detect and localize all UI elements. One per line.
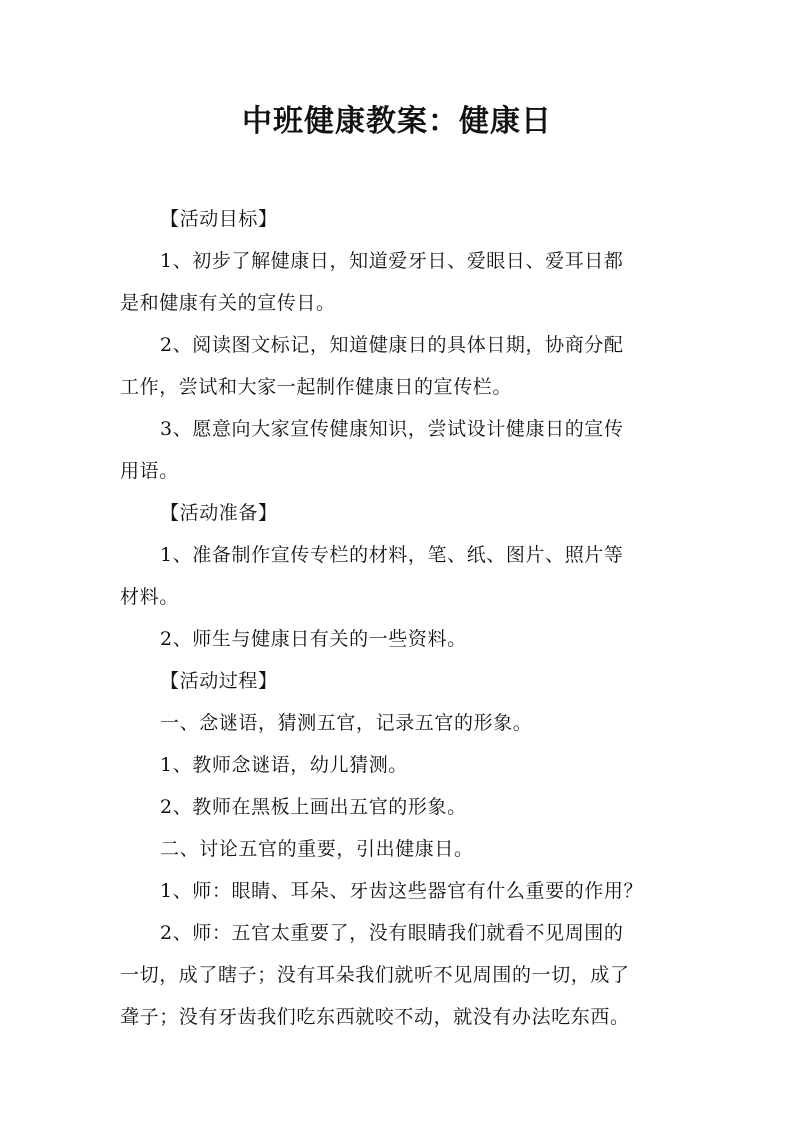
paragraph-line: 一、念谜语，猜测五官，记录五官的形象。 [160, 712, 533, 734]
paragraph-line: 3、愿意向大家宣传健康知识，尝试设计健康日的宣传 [160, 418, 624, 440]
paragraph-line: 2、教师在黑板上画出五官的形象。 [160, 796, 467, 818]
paragraph-line: 用语。 [120, 460, 179, 482]
paragraph-line: 【活动准备】 [160, 502, 278, 524]
paragraph-line: 1、准备制作宣传专栏的材料，笔、纸、图片、照片等 [160, 544, 624, 566]
document-body [120, 198, 676, 1038]
paragraph-line: 材料。 [120, 586, 179, 608]
paragraph-line: 2、阅读图文标记，知道健康日的具体日期，协商分配 [160, 334, 624, 356]
paragraph-line: 1、初步了解健康日，知道爱牙日、爱眼日、爱耳日都 [160, 250, 624, 272]
paragraph-line: 【活动过程】 [160, 670, 278, 692]
paragraph-line: 是和健康有关的宣传日。 [120, 292, 336, 314]
page-title: 中班健康教案：健康日 [242, 104, 552, 139]
paragraph-line: 1、师：眼睛、耳朵、牙齿这些器官有什么重要的作用？ [160, 880, 644, 902]
paragraph-line: 2、师生与健康日有关的一些资料。 [160, 628, 467, 650]
paragraph-line: 1、教师念谜语，幼儿猜测。 [160, 754, 408, 776]
paragraph-line: 2、师：五官太重要了，没有眼睛我们就看不见周围的 [160, 922, 624, 944]
paragraph-line: 聋子；没有牙齿我们吃东西就咬不动，就没有办法吃东西。 [120, 1006, 630, 1028]
paragraph-line: 一切，成了瞎子；没有耳朵我们就听不见周围的一切，成了 [120, 964, 630, 986]
paragraph-line: 工作，尝试和大家一起制作健康日的宣传栏。 [120, 376, 513, 398]
paragraph-line: 【活动目标】 [160, 208, 278, 230]
paragraph-line: 二、讨论五官的重要，引出健康日。 [160, 838, 474, 860]
